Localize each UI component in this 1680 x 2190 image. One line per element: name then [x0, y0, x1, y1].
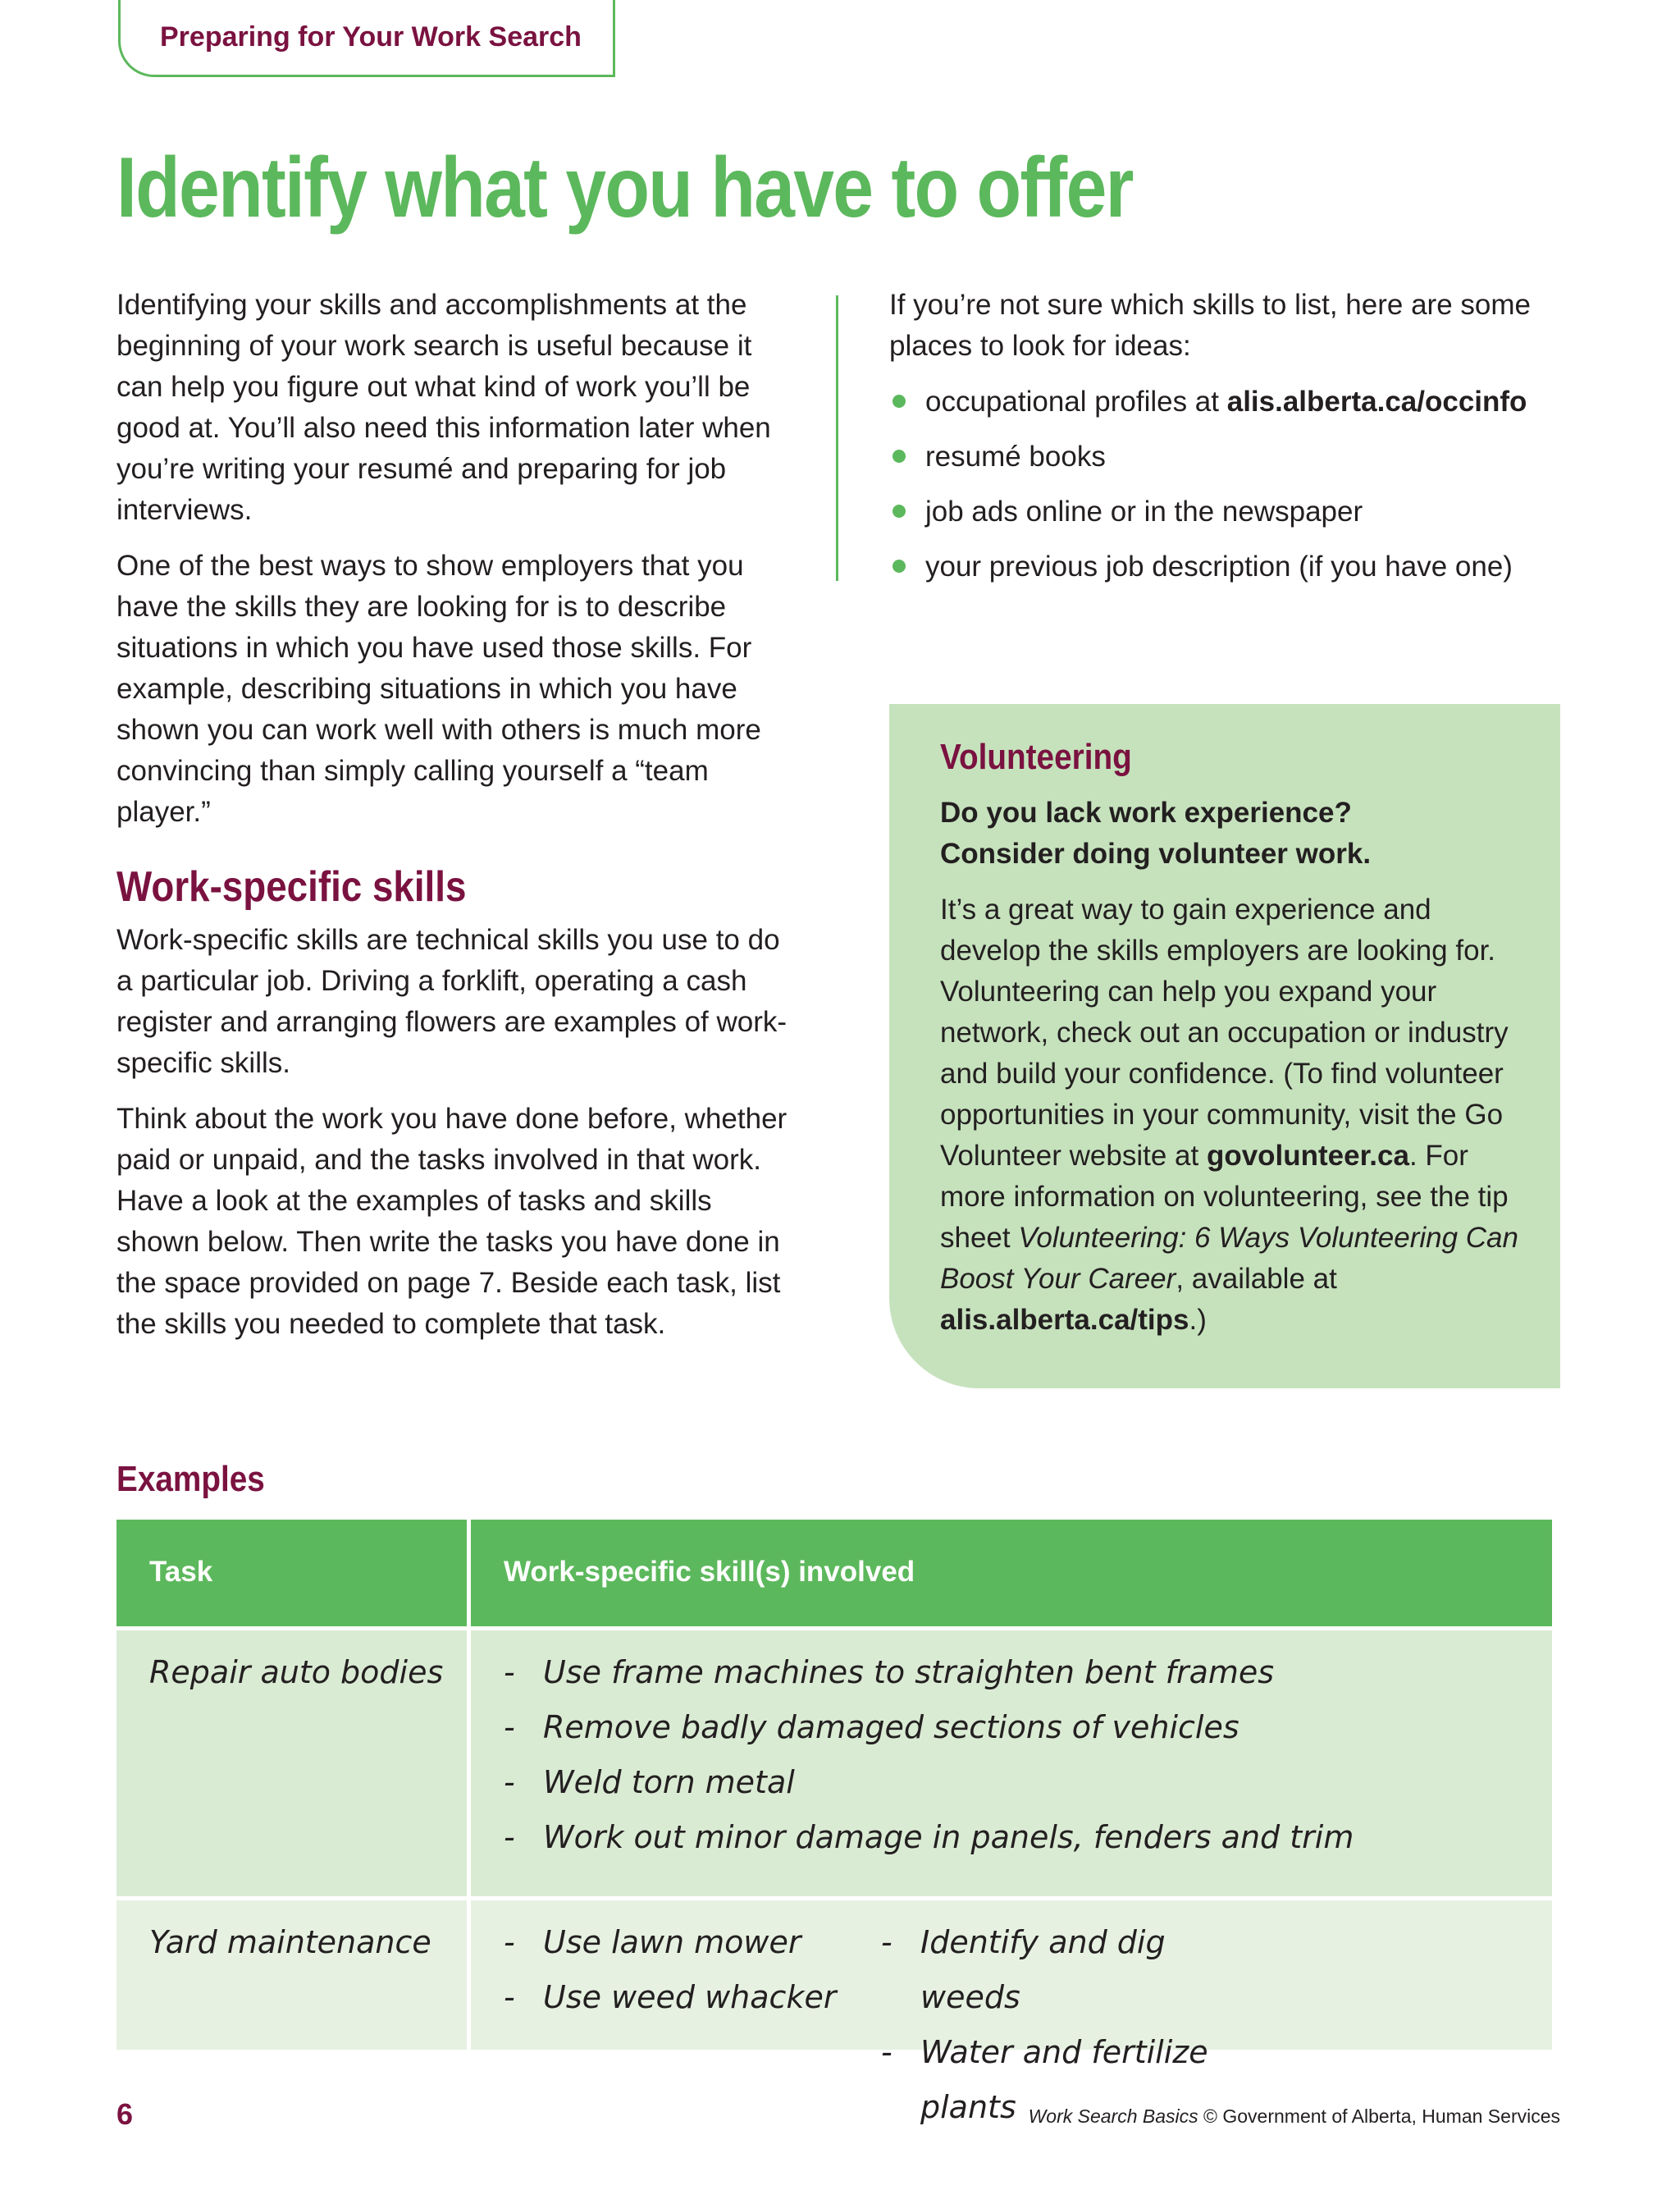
list-item: resumé books: [889, 437, 1570, 478]
bullet-icon: [892, 450, 906, 463]
skill-item: - Use frame machines to straighten bent frames: [504, 1645, 1552, 1700]
link-govolunteer[interactable]: govolunteer.ca: [1206, 1140, 1409, 1172]
volunteering-callout: [889, 704, 1560, 1388]
list-item: your previous job description (if you have one): [889, 546, 1570, 588]
skill-item: - Work out minor damage in panels, fenders and trim: [504, 1810, 1552, 1865]
link-tips[interactable]: alis.alberta.ca/tips: [940, 1304, 1189, 1336]
section-tab: [118, 0, 615, 77]
link-occinfo[interactable]: alis.alberta.ca/occinfo: [1226, 386, 1527, 418]
bullet-icon: [892, 560, 906, 573]
skill-item: - Remove badly damaged sections of vehicles: [504, 1700, 1552, 1755]
example-paragraph: One of the best ways to show employers that you have the skills they are looking for is to describe situations in which you have used those skills. For example, describing situations in which you have shown you can work well with others is much more convincing than simply calling yourself a “team player.”: [116, 550, 761, 828]
page-number: 6: [116, 2097, 134, 2131]
table-header-row: [116, 1520, 1552, 1626]
page-title: Identify what you have to offer: [116, 140, 1133, 235]
section-tab-label: Preparing for Your Work Search: [160, 21, 582, 53]
skill-item: - Use lawn mower: [504, 1915, 881, 1970]
skill-item: - Water and fertilize plants: [881, 2025, 1258, 2135]
bullet-icon: [892, 505, 906, 518]
volunteering-body: It’s a great way to gain experience and develop the skills employers are looking for. Volunteering can help you expand your network, check out an occupation or industry and build your confidence. (To find volunteer opportunities in your community, visit the Go Volunteer website at govolunteer.ca. For more information on volunteering, see the tip sheet Volunteering: 6 Ways Volunteering Can Boost Your Career, available at alis.alberta.ca/tips.): [940, 894, 1518, 1336]
work-specific-skills-heading: Work-specific skills: [116, 863, 467, 911]
task-cell: Yard maintenance: [116, 1900, 471, 2050]
left-column: [116, 285, 797, 1360]
bullet-icon: [892, 395, 906, 408]
right-column: [889, 285, 1570, 601]
tip-sheet-title: Volunteering: 6 Ways Volunteering Can Boost Your Career: [940, 1222, 1518, 1295]
list-item: job ads online or in the newspaper: [889, 491, 1570, 533]
skill-item: - Weld torn metal: [504, 1755, 1552, 1810]
list-item: occupational profiles at alis.alberta.ca/occinfo: [889, 382, 1570, 423]
column-header-task: Task: [116, 1520, 471, 1626]
examples-heading: Examples: [116, 1459, 265, 1499]
task-cell: Repair auto bodies: [116, 1630, 471, 1896]
column-header-skills: Work-specific skill(s) involved: [504, 1556, 915, 1588]
skills-cell: [471, 1630, 1552, 1896]
ideas-intro: If you’re not sure which skills to list, here are some places to look for ideas:: [889, 289, 1531, 362]
volunteering-question: Do you lack work experience? Consider doing volunteer work.: [940, 797, 1372, 870]
skill-item: - Use weed whacker: [504, 1970, 881, 2025]
table-row: [116, 1626, 1552, 1896]
intro-paragraph: Identifying your skills and accomplishments at the beginning of your work search is useful because it can help you figure out what kind of work you’ll be good at. You’ll also need this information later when you’re writing your resumé and preparing for job interviews.: [116, 289, 771, 526]
skill-item: - Identify and dig weeds: [881, 1915, 1258, 2025]
column-divider: [836, 295, 838, 581]
definition-paragraph: Work-specific skills are technical skills you use to do a particular job. Driving a forklift, operating a cash register and arranging flowers are examples of work-specific skills.: [116, 924, 788, 1079]
volunteering-heading: Volunteering: [940, 737, 1132, 777]
footer-credit: Work Search Basics © Government of Alberta, Human Services: [1028, 2105, 1560, 2127]
publication-title: Work Search Basics: [1028, 2105, 1198, 2127]
ideas-list: [889, 382, 1570, 588]
instructions-paragraph: Think about the work you have done before, whether paid or unpaid, and the tasks involved in that work. Have a look at the examples of tasks and skills shown below. Then write the tasks you have done in the space provided on page 7. Beside each task, list the skills you needed to complete that task.: [116, 1103, 788, 1340]
